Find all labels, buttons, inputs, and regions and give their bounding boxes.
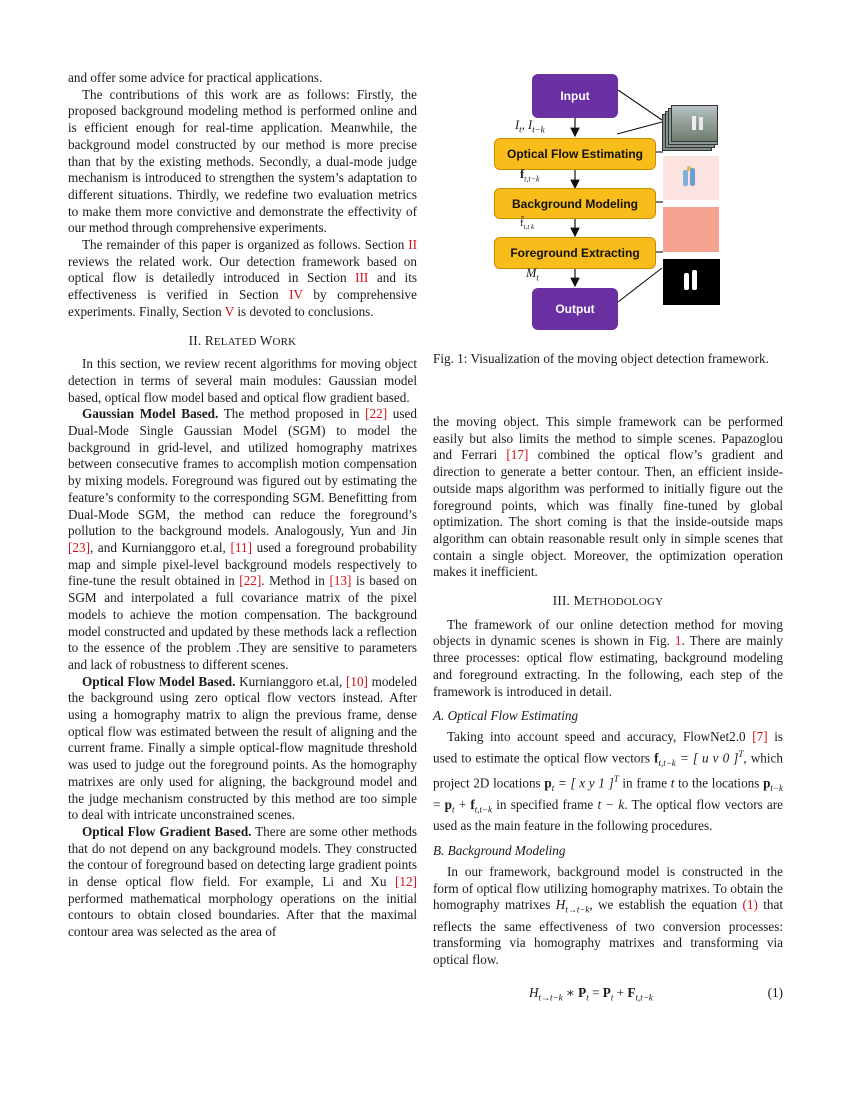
optical-flow-estimating-box: Optical Flow Estimating bbox=[494, 138, 656, 170]
section-heading-methodology: III. METHODOLOGY bbox=[552, 593, 664, 609]
ref-fig-1[interactable]: 1 bbox=[674, 633, 682, 649]
foreground-mask-image bbox=[663, 259, 720, 305]
output-box: Output bbox=[532, 288, 618, 330]
ref-23[interactable]: [23] bbox=[68, 539, 90, 555]
equation-number: (1) bbox=[767, 985, 783, 1000]
paragraph-optical-flow-estimating: Taking into account speed and accuracy, FlowNet2.0 [7] is used to estimate the optical flow vectors $f_{t,t-k}$ = [ u v 0 ]$^T$, which project 2D locations $p_t$ = [ x y 1 ]$^T$ in frame t to the locations $p_{t-k} = p_t + f_{t,t-k}$ in specified frame t − k. The optical flow vectors are used as the main feature in the following procedures. bbox=[433, 728, 784, 834]
foreground-extracting-box: Foreground Extracting bbox=[494, 237, 656, 269]
paragraph-continued: the moving object. This simple framework can be performed easily but also limits the method to simple scenes. Papazoglou and Ferrari [17] combined the optical flow’s gradient and direction to generate a better contour. Then, an efficient inside-outside maps algorithm was performed to initially figure out the foreground points, which was finally fine-tuned by global optimization. The short coming is that the inside-outside maps algorithm can obtain reasonable result only in simple scenes that contain a single object. Moreover, the optimization operation makes it inefficient. bbox=[433, 414, 783, 580]
ref-equation-1[interactable]: (1) bbox=[742, 897, 758, 913]
label-flow-model: $f̂_{t,t k}$ bbox=[520, 217, 535, 232]
line-image-ofe bbox=[617, 122, 662, 134]
ref-section-V[interactable]: V bbox=[224, 303, 235, 319]
label-input-frames: $I_t$, $I_{t-k}$ bbox=[515, 118, 545, 135]
input-box: Input bbox=[532, 74, 618, 118]
figure-caption: Fig. 1: Visualization of the moving object detection framework. bbox=[433, 351, 769, 366]
subsection-optical-flow-estimating: A. Optical Flow Estimating bbox=[433, 708, 579, 724]
background-model-image bbox=[663, 207, 719, 252]
ref-22-second[interactable]: [22] bbox=[239, 573, 262, 589]
line-mask-output bbox=[618, 268, 662, 302]
paragraph-gaussian: Gaussian Model Based. The method proposed in [22] used Dual-Mode Single Gaussian Model (SGM) to model the background in grid-level, and utilized homography matrixes between consecutive frames to accomplish motion compensation by mixing models. Foreground was figured out by estimating the feature’s conformity to the corresponding SGM. Benefitting from Dual-Mode SGM, the method can reduce the foreground’s pollution to the background models. Analogously, Yun and Jin [23], and Kurnianggoro et.al, [11] used a foreground probability map and simple pixel-level background models respectively to fine-tune the result obtained in [22]. Method in [13] is based on SGM and interpolated a full covariance matrix of the pixel models to achieve the motion compensation. The background model constructed and updated by these methods lack a reflection to the essence of the problem .They are sensitive to parameters and lack of robustness to different scenes. bbox=[68, 406, 417, 672]
label-flow: $f_{t,t-k}$ bbox=[520, 167, 540, 184]
ref-10[interactable]: [10] bbox=[345, 673, 368, 689]
ref-22[interactable]: [22] bbox=[365, 406, 388, 422]
paragraph-optical-flow-model: Optical Flow Model Based. Kurnianggoro et.al, [10] modeled the background using zero optical flow vectors instead. After using a homography matrix to align the previous frame, dense optical flow was estimated between the result of aligning and the current frame. Finally a simple optical-flow magnitude threshold was used to judge out the foreground points. As the homography matrixes are only used for aligning, the background model and the judge mechanism constructed by this method are too simple to deal with intricate unconstrained scenes. bbox=[68, 673, 417, 823]
paragraph-framework: The framework of our online detection method for moving objects in dynamic scenes is shown in Fig. 1. There are mainly three processes: optical flow estimating, background modeling and foreground extracting. In the following, each step of the framework is introduced in detail. bbox=[433, 616, 783, 699]
paragraph-background-modeling: In our framework, background model is constructed in the form of optical flow utilizing homography matrixes. To obtain the homography matrixes $H_{t\to t-k}$, we establish the equation (1) that reflects the same effectiveness of two conversion processes: transforming via homography matrixes and transforming via optical flow. bbox=[433, 863, 783, 968]
section-heading-related-work: II. RELATED WORK bbox=[188, 332, 297, 348]
right-column bbox=[433, 414, 783, 969]
ref-17[interactable]: [17] bbox=[506, 447, 529, 463]
ref-section-II[interactable]: II bbox=[408, 237, 417, 253]
optical-flow-model-heading: Optical Flow Model Based. bbox=[82, 673, 236, 689]
paragraph-contributions: The contributions of this work are as follows: Firstly, the proposed background modeling method is performed online and is efficient enough for real-time application. Meanwhile, the background model constructed by our method is more precise than that by the existing methods. Secondly, a dual-mode judge mechanism is introduced to strengthen the system’s adaptation to different situations. Thirdly, we redefine two evaluation metrics to make them more convictive and demonstrate the effectivity of our method through comprehensive experiments. bbox=[68, 86, 417, 236]
figure-1 bbox=[433, 60, 783, 390]
optical-flow-image bbox=[663, 156, 719, 200]
left-column bbox=[68, 70, 417, 941]
ref-12[interactable]: [12] bbox=[395, 874, 417, 890]
ref-section-IV[interactable]: IV bbox=[289, 287, 303, 303]
line-input-image bbox=[618, 90, 662, 120]
optical-flow-gradient-heading: Optical Flow Gradient Based. bbox=[82, 823, 252, 839]
paragraph-remainder: The remainder of this paper is organized as follows. Section II reviews the related work. Our detection framework based on optical flow is detailedly introduced in Section III and its effectiveness is verified in Section IV by comprehensive experiments. Finally, Section V is devoted to conclusions. bbox=[68, 237, 417, 319]
label-mask: $M_t$ bbox=[526, 266, 539, 283]
paragraph-related-intro: In this section, we review recent algorithms for moving object detection in terms of several main modules: Gaussian model based, optical flow model based and optical flow gradient based. bbox=[68, 356, 417, 405]
subsection-background-modeling: B. Background Modeling bbox=[433, 843, 566, 859]
paragraph-optical-flow-gradient: Optical Flow Gradient Based. There are some other methods that do not depend on any background models. They constructed the contour of foreground based on detecting large gradient points in dense optical flow field. For example, Li and Xu [12] performed mathematical morphology operations on the initial contours to obtain closed boundaries. After that the maximal contour area was selected as the area of bbox=[68, 823, 417, 940]
ref-13[interactable]: [13] bbox=[329, 573, 352, 589]
background-modeling-box: Background Modeling bbox=[494, 188, 656, 219]
ref-section-III[interactable]: III bbox=[355, 270, 369, 286]
input-frames-image bbox=[662, 105, 716, 149]
paragraph-advice: and offer some advice for practical applications. bbox=[68, 70, 323, 85]
equation-body: $H_{t\to t-k}$ ∗ $P_t = P_t + F_{t,t-k}$ bbox=[529, 985, 653, 1003]
ref-11[interactable]: [11] bbox=[230, 539, 252, 555]
ref-7[interactable]: [7] bbox=[752, 728, 768, 744]
gaussian-heading: Gaussian Model Based. bbox=[82, 406, 219, 422]
